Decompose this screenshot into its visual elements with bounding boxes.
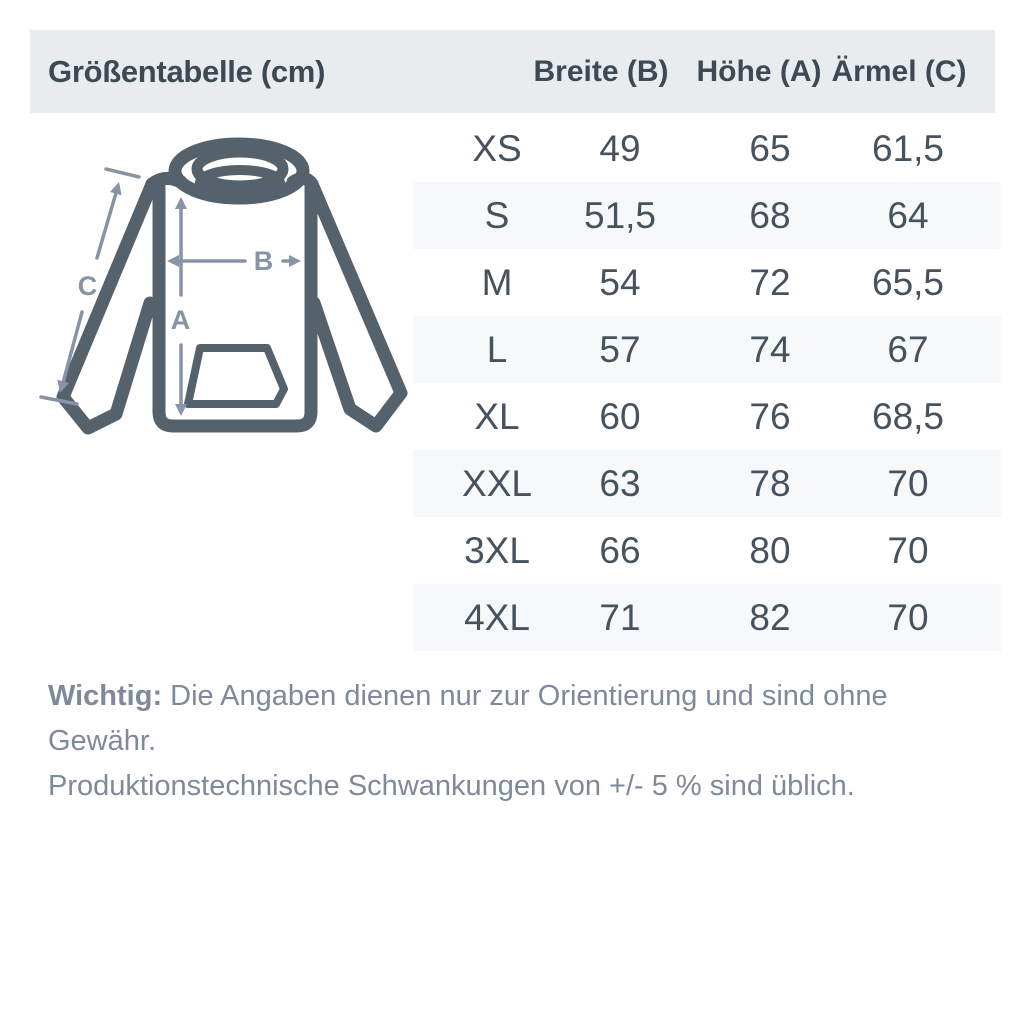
- hoehe-cell: 82: [749, 596, 791, 638]
- disclaimer-line-1: [48, 674, 978, 764]
- breite-cell: 60: [599, 395, 641, 437]
- dim-label-c: C: [77, 271, 99, 301]
- column-header-hoehe: Höhe (A): [696, 54, 822, 88]
- column-header-aermel: Ärmel (C): [831, 54, 967, 88]
- hoodie-pocket: [188, 348, 284, 404]
- measure-arrow-b: [167, 246, 301, 276]
- aermel-cell: 67: [887, 328, 929, 370]
- table-row: [413, 517, 1001, 584]
- size-cell: L: [486, 328, 508, 370]
- aermel-cell: 65,5: [871, 261, 945, 303]
- breite-cell: 57: [599, 328, 641, 370]
- aermel-cell: 70: [887, 596, 929, 638]
- table-row: [413, 249, 1001, 316]
- breite-cell: 71: [599, 596, 641, 638]
- hoodie-sleeve-right: [312, 184, 401, 426]
- aermel-cell: 70: [887, 529, 929, 571]
- breite-cell: 54: [599, 261, 641, 303]
- disclaimer-lead: Wichtig:: [48, 680, 163, 712]
- column-header-breite: Breite (B): [533, 54, 669, 88]
- table-header-bar: [30, 30, 995, 113]
- disclaimer-note: [48, 674, 978, 809]
- dim-label-a: A: [170, 305, 192, 335]
- hoehe-cell: 72: [749, 261, 791, 303]
- page-title: Größentabelle (cm): [48, 53, 326, 89]
- table-row: [413, 115, 1001, 182]
- table-row: [413, 383, 1001, 450]
- size-cell: 3XL: [464, 529, 530, 571]
- table-row: [413, 584, 1001, 651]
- breite-cell: 66: [599, 529, 641, 571]
- hoodie-diagram: [35, 125, 415, 455]
- size-table: [413, 115, 1001, 651]
- size-cell: S: [484, 194, 510, 236]
- disclaimer-line-2: Produktionstechnische Schwankungen von +/- 5 % sind üblich.: [48, 770, 855, 802]
- breite-cell: 51,5: [583, 194, 657, 236]
- hoehe-cell: 68: [749, 194, 791, 236]
- size-cell: XL: [474, 395, 520, 437]
- size-cell: M: [481, 261, 513, 303]
- hoehe-cell: 78: [749, 462, 791, 504]
- aermel-cell: 61,5: [871, 127, 945, 169]
- aermel-cell: 64: [887, 194, 929, 236]
- hoehe-cell: 65: [749, 127, 791, 169]
- size-cell: XXL: [462, 462, 532, 504]
- hoehe-cell: 76: [749, 395, 791, 437]
- aermel-cell: 68,5: [871, 395, 945, 437]
- breite-cell: 49: [599, 127, 641, 169]
- hoehe-cell: 80: [749, 529, 791, 571]
- size-cell: 4XL: [464, 596, 530, 638]
- hoehe-cell: 74: [749, 328, 791, 370]
- dim-label-b: B: [253, 246, 275, 276]
- measure-arrow-a: [171, 197, 192, 416]
- breite-cell: 63: [599, 462, 641, 504]
- table-row: [413, 316, 1001, 383]
- disclaimer-text-1: Die Angaben dienen nur zur Orientierung und sind ohne Gewähr.: [48, 680, 888, 757]
- table-row: [413, 182, 1001, 249]
- aermel-cell: 70: [887, 462, 929, 504]
- table-row: [413, 450, 1001, 517]
- size-cell: XS: [472, 127, 522, 169]
